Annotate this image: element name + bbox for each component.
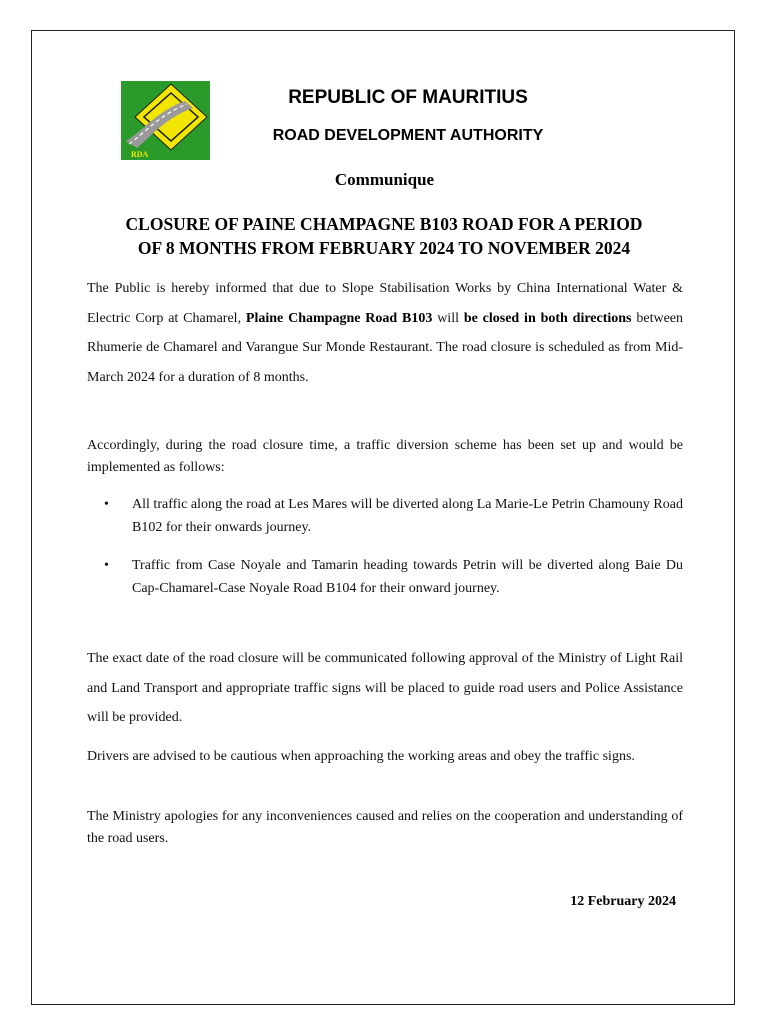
paragraph-diversion-intro: Accordingly, during the road closure time, a traffic diversion scheme has been set up and would be implemented as follows: [87,438,683,475]
paragraph-driver-advice: Drivers are advised to be cautious when approaching the working areas and obey the traffic signs. [87,749,635,764]
logo-text: RDA [131,150,149,159]
header-subtitle: ROAD DEVELOPMENT AUTHORITY [272,127,544,144]
headline [70,212,698,260]
paragraph-closure-date: The exact date of the road closure will be communicated following approval of the Ministry of Light Rail and Land Transport and appropriate traffic signs will be placed to guide road users and Police Assistance will be provided. [87,651,683,725]
headline-line-2: OF 8 MONTHS FROM FEBRUARY 2024 TO NOVEMBER 2024 [137,238,631,258]
communique-label: Communique [334,170,435,189]
paragraph1-part3: between Rhumerie de Chamarel and Varangue Sur Monde Restaurant. The road closure is scheduled as from Mid-March 2024 for a duration of 8 months. [87,310,683,385]
paragraph1-part2: will [432,310,464,326]
list-item [87,554,683,600]
diversion-list [87,493,683,600]
paragraph-apology: The Ministry apologies for any inconveniences caused and relies on the cooperation and understanding of the road users. [87,809,683,846]
paragraph1-road-name: Plaine Champagne Road B103 [245,310,433,326]
paragraph1-closed-both: be closed in both directions [463,310,632,326]
bullet-icon: • [104,497,109,512]
communique-date: 12 February 2024 [570,894,676,909]
bullet-icon: • [104,558,109,573]
list-item [87,493,683,539]
headline-line-1: CLOSURE OF PAINE CHAMPAGNE B103 ROAD FOR A PERIOD [125,214,643,234]
rda-logo [121,81,210,160]
header-title: REPUBLIC OF MAURITIUS [288,87,528,108]
rda-logo-graphic [121,81,210,160]
list-item-text: Traffic from Case Noyale and Tamarin heading towards Petrin will be diverted along Baie Du Cap-Chamarel-Case Noyale Road B104 for their onward journey. [132,558,683,596]
paragraph-closure-notice [87,274,683,392]
list-item-text: All traffic along the road at Les Mares will be diverted along La Marie-Le Petrin Chamouny Road B102 for their onwards journey. [132,497,683,535]
paragraph1-part1: The Public is hereby informed that due to Slope Stabilisation Works by China International Water & Electric Corp at Chamarel, [87,281,683,326]
